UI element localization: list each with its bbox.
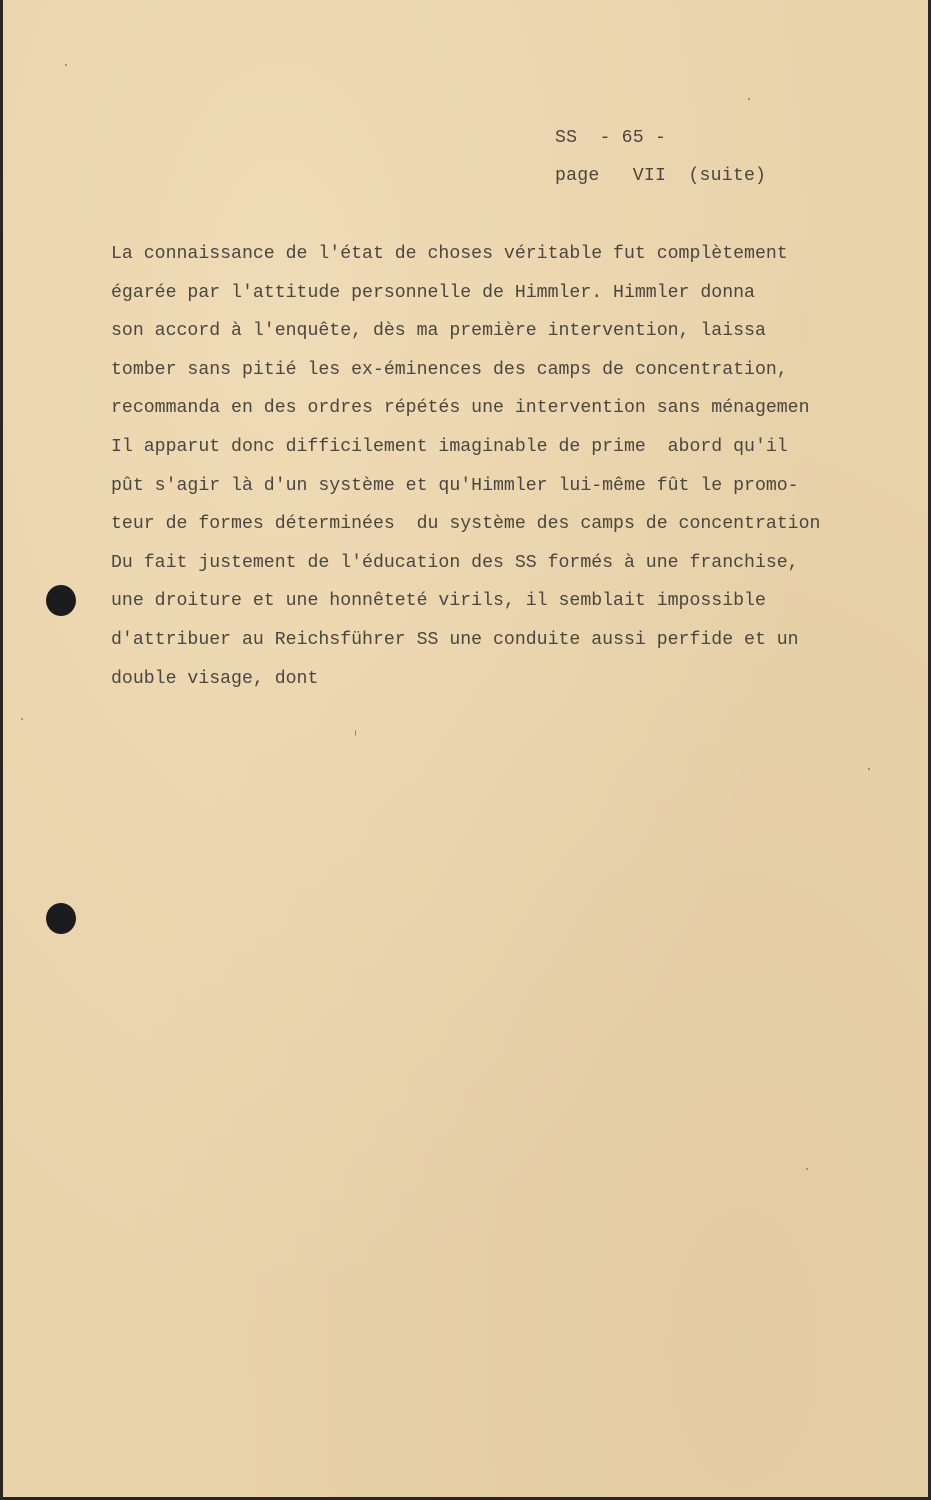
text-line: égarée par l'attitude personnelle de Himmler. Himmler donna <box>111 282 755 303</box>
body-paragraph <box>111 243 820 706</box>
text-line: pût s'agir là d'un système et qu'Himmler lui-même fût le promo- <box>111 475 799 496</box>
document-page <box>3 0 928 1497</box>
text-line: Il apparut donc difficilement imaginable de prime abord qu'il <box>111 436 788 457</box>
text-line: La connaissance de l'état de choses véritable fut complètement <box>111 244 788 264</box>
text-line: teur de formes déterminées du système des camps de concentration <box>111 514 821 535</box>
text-line: Du fait justement de l'éducation des SS formés à une franchise, <box>111 552 799 573</box>
paper-speck <box>868 768 870 770</box>
paper-speck <box>806 1168 808 1170</box>
document-reference: SS - 65 - <box>555 128 667 148</box>
page-label: page VII (suite) <box>555 166 767 186</box>
punch-hole-icon <box>46 903 76 934</box>
text-line: son accord à l'enquête, dès ma première intervention, laissa <box>111 321 766 342</box>
text-line: tomber sans pitié les ex-éminences des camps de concentration, <box>111 359 788 380</box>
text-line: double visage, dont <box>111 668 319 689</box>
text-line: recommanda en des ordres répétés une intervention sans ménagemen <box>111 398 810 419</box>
text-line: d'attribuer au Reichsführer SS une conduite aussi perfide et un <box>111 629 799 650</box>
paper-speck <box>21 718 23 720</box>
paper-speck <box>65 64 67 66</box>
paper-speck <box>355 730 356 736</box>
text-line: une droiture et une honnêteté virils, il semblait impossible <box>111 591 766 612</box>
paper-speck <box>748 98 750 100</box>
punch-hole-icon <box>46 585 76 616</box>
